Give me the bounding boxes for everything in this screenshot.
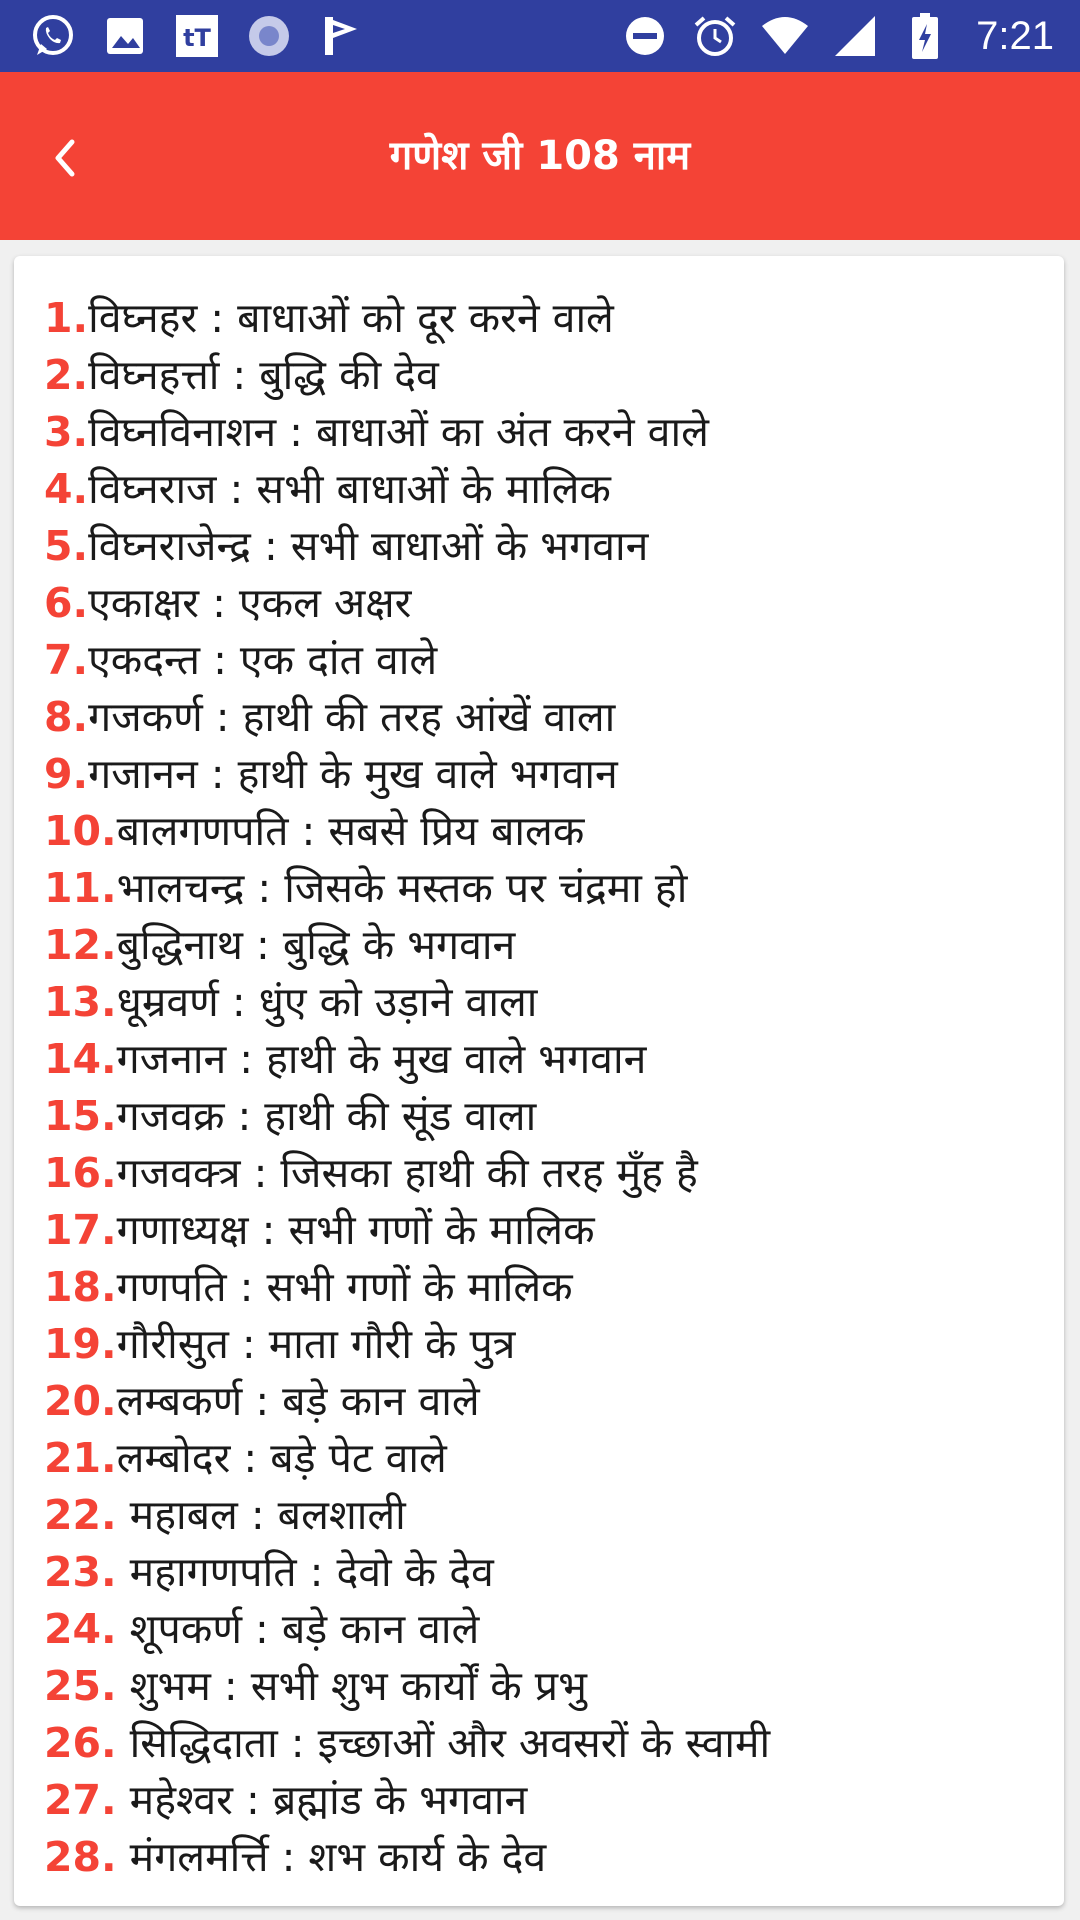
app-bar — [0, 72, 1080, 240]
list-item — [44, 1259, 1064, 1316]
item-number: 16. — [44, 1149, 117, 1197]
item-number: 2. — [44, 351, 89, 399]
item-number: 25. — [44, 1662, 117, 1710]
item-number: 8. — [44, 693, 89, 741]
list-item — [44, 803, 1064, 860]
item-text: मंगलमर्त्ति : शभ कार्य के देव — [116, 1833, 547, 1881]
list-item — [44, 746, 1064, 803]
item-number: 1. — [44, 294, 89, 342]
record-icon — [244, 11, 294, 61]
list-item — [44, 1772, 1064, 1829]
list-item — [44, 347, 1064, 404]
item-text: गजकर्ण : हाथी की तरह आंखें वाला — [88, 693, 616, 741]
item-number: 13. — [44, 978, 117, 1026]
whatsapp-icon — [28, 11, 78, 61]
item-text: गजानन : हाथी के मुख वाले भगवान — [88, 750, 618, 798]
item-number: 3. — [44, 408, 89, 456]
item-number: 14. — [44, 1035, 117, 1083]
status-left-icons — [28, 10, 366, 62]
item-number: 28. — [44, 1833, 117, 1881]
item-text: शूपकर्ण : बड़े कान वाले — [116, 1605, 480, 1653]
item-text: लम्बोदर : बड़े पेट वाले — [116, 1434, 447, 1482]
item-text: महागणपति : देवो के देव — [116, 1548, 494, 1596]
item-text: विघ्नविनाशन : बाधाओं का अंत करने वाले — [88, 408, 709, 456]
list-item — [44, 404, 1064, 461]
item-text: धूम्रवर्ण : धुंए को उड़ाने वाला — [116, 978, 538, 1026]
list-item — [44, 1430, 1064, 1487]
list-item — [44, 1088, 1064, 1145]
item-number: 5. — [44, 522, 89, 570]
item-text: महेश्वर : ब्रह्मांड के भगवान — [116, 1776, 528, 1824]
names-card — [14, 256, 1064, 1906]
status-time: 7:21 — [976, 13, 1054, 58]
item-number: 4. — [44, 465, 89, 513]
names-list — [14, 256, 1064, 1886]
item-text: गजवक्र : हाथी की सूंड वाला — [116, 1092, 537, 1140]
status-bar — [0, 0, 1080, 72]
item-number: 27. — [44, 1776, 117, 1824]
item-number: 24. — [44, 1605, 117, 1653]
item-number: 21. — [44, 1434, 117, 1482]
p-app-icon — [316, 11, 366, 61]
item-number: 12. — [44, 921, 117, 969]
back-chevron-icon — [46, 136, 86, 180]
item-text: लम्बकर्ण : बड़े कान वाले — [116, 1377, 480, 1425]
dnd-icon — [620, 11, 670, 61]
list-item — [44, 1145, 1064, 1202]
list-item — [44, 1202, 1064, 1259]
list-item — [44, 1031, 1064, 1088]
list-item — [44, 461, 1064, 518]
item-text: बालगणपति : सबसे प्रिय बालक — [116, 807, 585, 855]
item-text: शुभम : सभी शुभ कार्यों के प्रभु — [116, 1662, 587, 1710]
item-text: गजनान : हाथी के मुख वाले भगवान — [116, 1035, 647, 1083]
list-item — [44, 1487, 1064, 1544]
item-text: गौरीसुत : माता गौरी के पुत्र — [116, 1320, 516, 1368]
list-item — [44, 1373, 1064, 1430]
item-number: 22. — [44, 1491, 117, 1539]
list-item — [44, 1658, 1064, 1715]
item-number: 23. — [44, 1548, 117, 1596]
battery-charging-icon — [900, 11, 950, 61]
item-text: एकदन्त : एक दांत वाले — [88, 636, 438, 684]
back-button[interactable] — [28, 120, 104, 196]
item-text: विघ्नराजेन्द्र : सभी बाधाओं के भगवान — [88, 522, 649, 570]
item-number: 6. — [44, 579, 89, 627]
list-item — [44, 1601, 1064, 1658]
item-number: 15. — [44, 1092, 117, 1140]
gallery-icon — [100, 11, 150, 61]
list-item — [44, 860, 1064, 917]
status-right-icons — [620, 10, 1054, 62]
list-item — [44, 1829, 1064, 1886]
item-text: गणाध्यक्ष : सभी गणों के मालिक — [116, 1206, 595, 1254]
item-text: बुद्धिनाथ : बुद्धि के भगवान — [116, 921, 516, 969]
item-number: 20. — [44, 1377, 117, 1425]
list-item — [44, 1316, 1064, 1373]
list-item — [44, 689, 1064, 746]
list-item — [44, 632, 1064, 689]
item-number: 18. — [44, 1263, 117, 1311]
tt-icon — [172, 11, 222, 61]
list-item — [44, 1544, 1064, 1601]
item-number: 26. — [44, 1719, 117, 1767]
item-text: सिद्धिदाता : इच्छाओं और अवसरों के स्वामी — [116, 1719, 771, 1767]
item-number: 10. — [44, 807, 117, 855]
item-text: महाबल : बलशाली — [116, 1491, 406, 1539]
item-text: भालचन्द्र : जिसके मस्तक पर चंद्रमा हो — [116, 864, 688, 912]
list-item — [44, 575, 1064, 632]
item-number: 11. — [44, 864, 117, 912]
list-item — [44, 917, 1064, 974]
item-text: गजवक्त्र : जिसका हाथी की तरह मुँह है — [116, 1149, 698, 1197]
item-number: 19. — [44, 1320, 117, 1368]
page-title: गणेश जी 108 नाम — [389, 133, 691, 179]
list-item — [44, 1715, 1064, 1772]
alarm-icon — [690, 11, 740, 61]
item-number: 7. — [44, 636, 89, 684]
signal-icon — [830, 11, 880, 61]
item-text: विघ्नराज : सभी बाधाओं के मालिक — [88, 465, 611, 513]
svg-text:tT: tT — [183, 24, 211, 52]
list-item — [44, 290, 1064, 347]
item-text: विघ्नहर्त्ता : बुद्धि की देव — [88, 351, 439, 399]
item-number: 17. — [44, 1206, 117, 1254]
wifi-icon — [760, 11, 810, 61]
list-item — [44, 518, 1064, 575]
list-item — [44, 974, 1064, 1031]
item-number: 9. — [44, 750, 89, 798]
item-text: विघ्नहर : बाधाओं को दूर करने वाले — [88, 294, 614, 342]
item-text: एकाक्षर : एकल अक्षर — [88, 579, 412, 627]
item-text: गणपति : सभी गणों के मालिक — [116, 1263, 573, 1311]
